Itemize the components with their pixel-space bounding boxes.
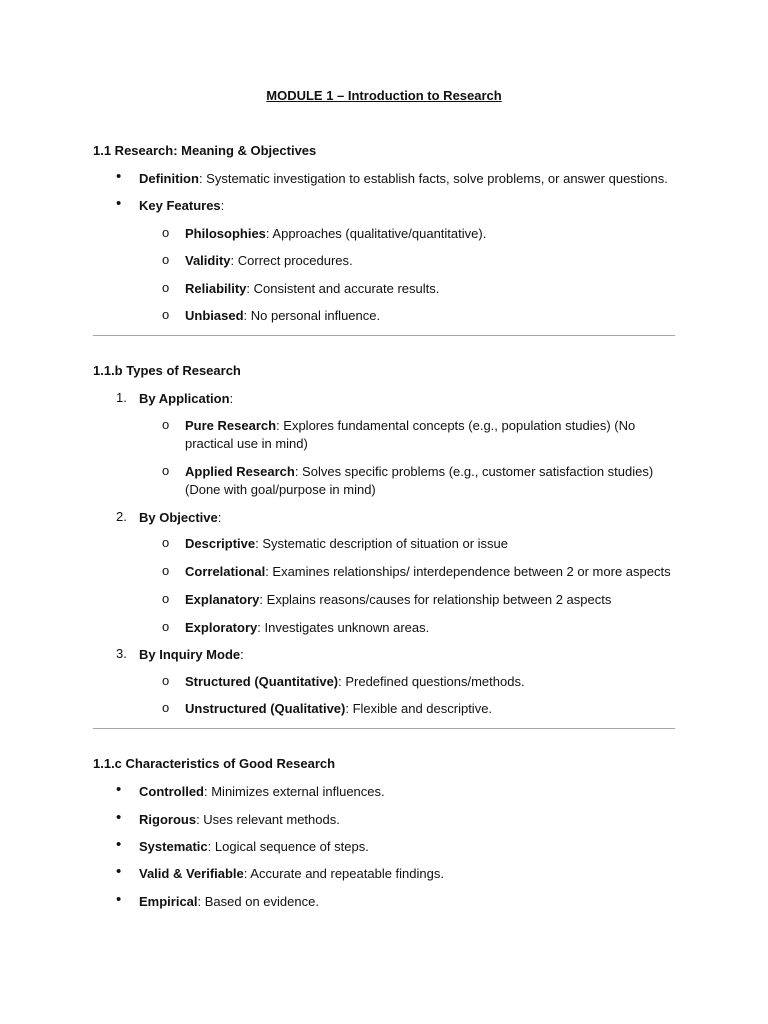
sub-bullet-marker: o [162,225,170,240]
term: Philosophies [185,226,266,241]
bullet-marker: • [116,168,122,185]
description: : Systematic description of situation or issue [255,536,508,551]
description: : Accurate and repeatable findings. [243,866,444,881]
description: : Explains reasons/causes for relationship between 2 aspects [259,592,612,607]
bullet-marker: • [116,809,122,826]
description: : [229,391,234,406]
term: Systematic [139,839,208,854]
term: Descriptive [185,536,256,551]
bullet-marker: • [116,891,122,908]
bullet-marker: • [116,836,122,853]
sub-bullet-marker: o [162,700,170,715]
term: Validity [185,253,231,268]
term: Reliability [185,281,247,296]
description: : Flexible and descriptive. [345,701,493,716]
description: : Systematic investigation to establish facts, solve problems, or answer questions. [198,171,668,186]
bullet-marker: • [116,781,122,798]
description: : Approaches (qualitative/quantitative). [265,226,487,241]
term: Structured (Quantitative) [185,674,339,689]
sub-bullet-marker: o [162,591,170,606]
term: Rigorous [139,812,197,827]
term: By Objective [139,510,218,525]
description: : Solves specific problems (e.g., customer satisfaction studies) (Done with goal/purpose in mind) [185,464,654,497]
bullet-marker: • [116,863,122,880]
sub-bullet-marker: o [162,417,170,432]
term: Key Features [139,198,221,213]
term: Controlled [139,784,204,799]
description: : Correct procedures. [230,253,353,268]
description: : Consistent and accurate results. [246,281,440,296]
sub-bullet-marker: o [162,535,170,550]
bullet-marker: • [116,195,122,212]
term: Pure Research [185,418,277,433]
term: Empirical [139,894,198,909]
term: Definition [139,171,199,186]
section-heading-types: 1.1.b Types of Research [93,363,241,378]
term: Correlational [185,564,266,579]
description: : Minimizes external influences. [204,784,385,799]
sub-bullet-marker: o [162,619,170,634]
description: : [220,198,225,213]
item-number: 1. [116,390,127,405]
term: Valid & Verifiable [139,866,244,881]
item-number: 3. [116,646,127,661]
sub-bullet-marker: o [162,563,170,578]
sub-bullet-marker: o [162,463,170,478]
term: By Inquiry Mode [139,647,241,662]
sub-bullet-marker: o [162,673,170,688]
term: Unbiased [185,308,244,323]
item-number: 2. [116,509,127,524]
sub-bullet-marker: o [162,252,170,267]
description: : Examines relationships/ interdependence between 2 or more aspects [265,564,671,579]
description: : Logical sequence of steps. [207,839,369,854]
description: : Investigates unknown areas. [257,620,430,635]
term: By Application [139,391,230,406]
sub-bullet-marker: o [162,280,170,295]
page-title: MODULE 1 – Introduction to Research [266,88,502,103]
description: : [240,647,244,662]
section-heading-characteristics: 1.1.c Characteristics of Good Research [93,756,336,771]
description: : Explores fundamental concepts (e.g., population studies) (No practical use in mind) [185,418,636,451]
term: Exploratory [185,620,258,635]
description: : Uses relevant methods. [196,812,340,827]
description: : [217,510,222,525]
description: : Based on evidence. [197,894,319,909]
description: : No personal influence. [243,308,381,323]
section-divider [93,335,675,336]
section-divider [93,728,675,729]
term: Applied Research [185,464,295,479]
term: Explanatory [185,592,260,607]
sub-bullet-marker: o [162,307,170,322]
term: Unstructured (Qualitative) [185,701,346,716]
description: : Predefined questions/methods. [338,674,525,689]
section-heading-meaning: 1.1 Research: Meaning & Objectives [93,143,317,158]
